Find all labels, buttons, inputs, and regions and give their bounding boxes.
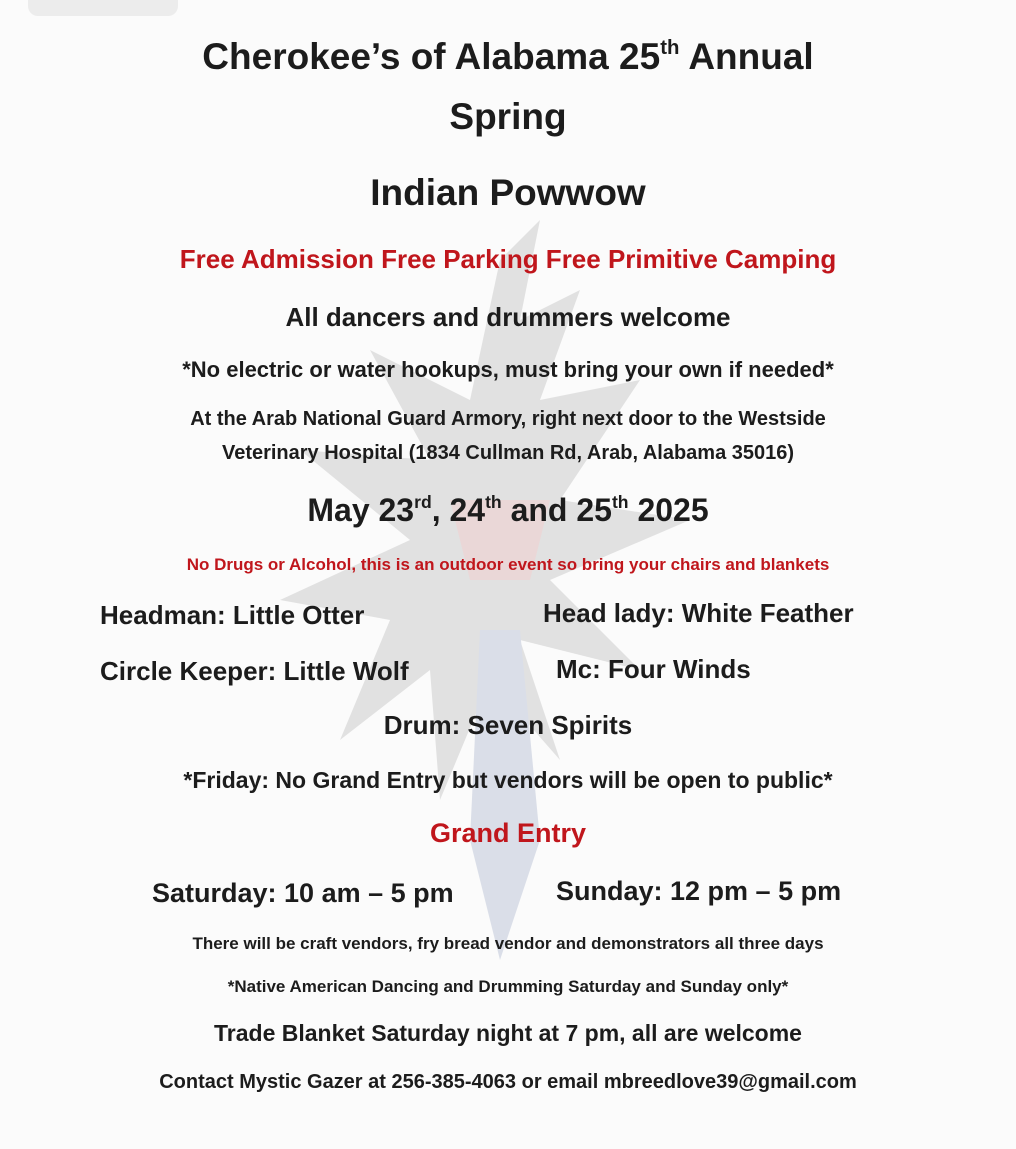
trade-blanket-line: Trade Blanket Saturday night at 7 pm, all are welcome — [214, 1020, 802, 1046]
date-part: and 25 — [501, 492, 612, 528]
vendors-line: There will be craft vendors, fry bread vendor and demonstrators all three days — [192, 934, 824, 953]
flyer-title-line1 — [0, 36, 1016, 78]
flyer-subtitle: Indian Powwow — [370, 172, 646, 213]
flyer-title-line2: Spring — [449, 96, 567, 137]
date-superscript: rd — [414, 491, 432, 512]
sunday-hours: Sunday: 12 pm – 5 pm — [556, 876, 842, 906]
date-superscript: th — [485, 491, 502, 512]
date-part: , 24 — [431, 492, 486, 528]
grand-entry-heading: Grand Entry — [429, 818, 587, 848]
date-part: 2025 — [628, 492, 709, 528]
contact-line: Contact Mystic Gazer at 256-385-4063 or email mbreedlove39@gmail.com — [159, 1071, 857, 1093]
saturday-hours: Saturday: 10 am – 5 pm — [152, 878, 454, 908]
title-text: Cherokee’s of Alabama 25 — [202, 36, 661, 77]
title-superscript: th — [660, 36, 680, 59]
free-admission-line: Free Admission Free Parking Free Primitive Camping — [179, 244, 837, 274]
rules-note: No Drugs or Alcohol, this is an outdoor event so bring your chairs and blankets — [186, 555, 830, 574]
dancing-note: *Native American Dancing and Drumming Saturday and Sunday only* — [227, 977, 789, 996]
head-lady-label: Head lady: White Feather — [543, 598, 854, 628]
top-tab-fragment — [28, 0, 178, 16]
title-text-end: Annual — [679, 36, 814, 77]
location-line-1: At the Arab National Guard Armory, right next door to the Westside — [190, 408, 826, 430]
hookups-note: *No electric or water hookups, must bring your own if needed* — [182, 357, 834, 382]
drum-label: Drum: Seven Spirits — [383, 710, 633, 740]
circle-keeper-label: Circle Keeper: Little Wolf — [100, 656, 409, 686]
event-dates — [0, 492, 1016, 529]
headman-label: Headman: Little Otter — [100, 600, 365, 630]
date-superscript: th — [611, 491, 629, 512]
date-part: May 23 — [307, 492, 415, 528]
friday-note: *Friday: No Grand Entry but vendors will be open to public* — [183, 767, 833, 793]
mc-label: Mc: Four Winds — [556, 654, 751, 684]
location-line-2: Veterinary Hospital (1834 Cullman Rd, Arab, Alabama 35016) — [221, 442, 795, 464]
welcome-line: All dancers and drummers welcome — [285, 302, 731, 332]
